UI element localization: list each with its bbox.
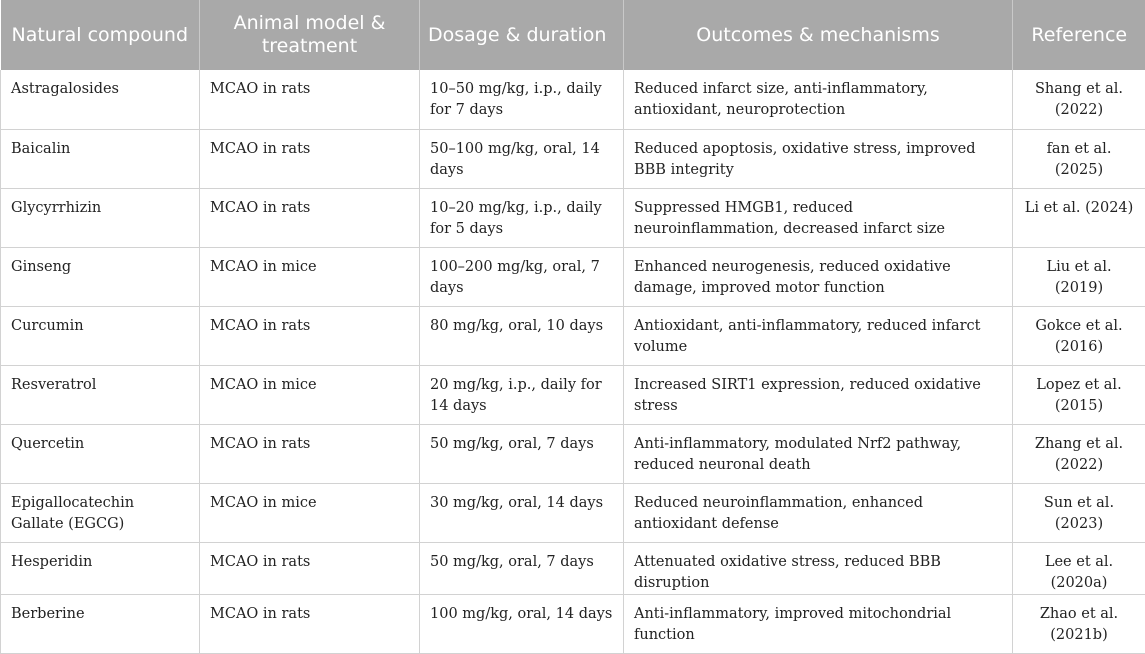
cell-dosage: 30 mg/kg, oral, 14 days xyxy=(420,483,624,542)
table-row xyxy=(1,424,1145,483)
cell-dosage: 80 mg/kg, oral, 10 days xyxy=(420,306,624,365)
cell-compound: Astragalosides xyxy=(1,70,200,129)
cell-reference: Shang et al. (2022) xyxy=(1013,70,1145,129)
cell-reference: Gokce et al. (2016) xyxy=(1013,306,1145,365)
cell-model: MCAO in rats xyxy=(200,129,420,188)
cell-model: MCAO in rats xyxy=(200,542,420,594)
table-row xyxy=(1,306,1145,365)
cell-model: MCAO in rats xyxy=(200,424,420,483)
cell-dosage: 100–200 mg/kg, oral, 7 days xyxy=(420,247,624,306)
cell-compound: Ginseng xyxy=(1,247,200,306)
header-animal-model: Animal model & treatment xyxy=(200,0,420,70)
cell-dosage: 50–100 mg/kg, oral, 14 days xyxy=(420,129,624,188)
cell-compound: Quercetin xyxy=(1,424,200,483)
cell-outcomes: Increased SIRT1 expression, reduced oxidative stress xyxy=(624,365,1013,424)
table-row xyxy=(1,70,1145,129)
cell-reference: Lopez et al. (2015) xyxy=(1013,365,1145,424)
cell-model: MCAO in mice xyxy=(200,365,420,424)
cell-compound: Berberine xyxy=(1,594,200,653)
cell-dosage: 50 mg/kg, oral, 7 days xyxy=(420,424,624,483)
cell-model: MCAO in rats xyxy=(200,594,420,653)
cell-outcomes: Reduced neuroinflammation, enhanced antioxidant defense xyxy=(624,483,1013,542)
cell-reference: Liu et al. (2019) xyxy=(1013,247,1145,306)
table-row xyxy=(1,247,1145,306)
cell-reference: fan et al. (2025) xyxy=(1013,129,1145,188)
cell-compound: Glycyrrhizin xyxy=(1,188,200,247)
cell-model: MCAO in mice xyxy=(200,247,420,306)
header-natural-compound: Natural compound xyxy=(1,0,200,70)
header-dosage-duration: Dosage & duration xyxy=(420,0,624,70)
cell-compound: Curcumin xyxy=(1,306,200,365)
cell-model: MCAO in rats xyxy=(200,70,420,129)
cell-outcomes: Reduced infarct size, anti-inflammatory, antioxidant, neuroprotection xyxy=(624,70,1013,129)
cell-reference: Lee et al. (2020a) xyxy=(1013,542,1145,594)
table-row xyxy=(1,483,1145,542)
cell-dosage: 100 mg/kg, oral, 14 days xyxy=(420,594,624,653)
header-reference: Reference xyxy=(1013,0,1145,70)
cell-reference: Zhang et al. (2022) xyxy=(1013,424,1145,483)
cell-outcomes: Anti-inflammatory, modulated Nrf2 pathway, reduced neuronal death xyxy=(624,424,1013,483)
table-header-row xyxy=(1,0,1145,70)
cell-dosage: 10–20 mg/kg, i.p., daily for 5 days xyxy=(420,188,624,247)
cell-outcomes: Antioxidant, anti-inflammatory, reduced infarct volume xyxy=(624,306,1013,365)
header-outcomes-mechanisms: Outcomes & mechanisms xyxy=(624,0,1013,70)
cell-dosage: 20 mg/kg, i.p., daily for 14 days xyxy=(420,365,624,424)
cell-dosage: 50 mg/kg, oral, 7 days xyxy=(420,542,624,594)
cell-compound: Epigallocatechin Gallate (EGCG) xyxy=(1,483,200,542)
cell-model: MCAO in rats xyxy=(200,306,420,365)
table-row xyxy=(1,188,1145,247)
cell-reference: Li et al. (2024) xyxy=(1013,188,1145,247)
table-row xyxy=(1,129,1145,188)
cell-dosage: 10–50 mg/kg, i.p., daily for 7 days xyxy=(420,70,624,129)
table-row xyxy=(1,594,1145,653)
cell-reference: Zhao et al. (2021b) xyxy=(1013,594,1145,653)
cell-compound: Hesperidin xyxy=(1,542,200,594)
cell-outcomes: Suppressed HMGB1, reduced neuroinflammation, decreased infarct size xyxy=(624,188,1013,247)
table-row xyxy=(1,542,1145,594)
cell-outcomes: Anti-inflammatory, improved mitochondrial function xyxy=(624,594,1013,653)
cell-compound: Resveratrol xyxy=(1,365,200,424)
cell-outcomes: Reduced apoptosis, oxidative stress, improved BBB integrity xyxy=(624,129,1013,188)
cell-outcomes: Enhanced neurogenesis, reduced oxidative damage, improved motor function xyxy=(624,247,1013,306)
table-row xyxy=(1,365,1145,424)
cell-compound: Baicalin xyxy=(1,129,200,188)
cell-outcomes: Attenuated oxidative stress, reduced BBB disruption xyxy=(624,542,1013,594)
cell-model: MCAO in mice xyxy=(200,483,420,542)
cell-model: MCAO in rats xyxy=(200,188,420,247)
cell-reference: Sun et al. (2023) xyxy=(1013,483,1145,542)
